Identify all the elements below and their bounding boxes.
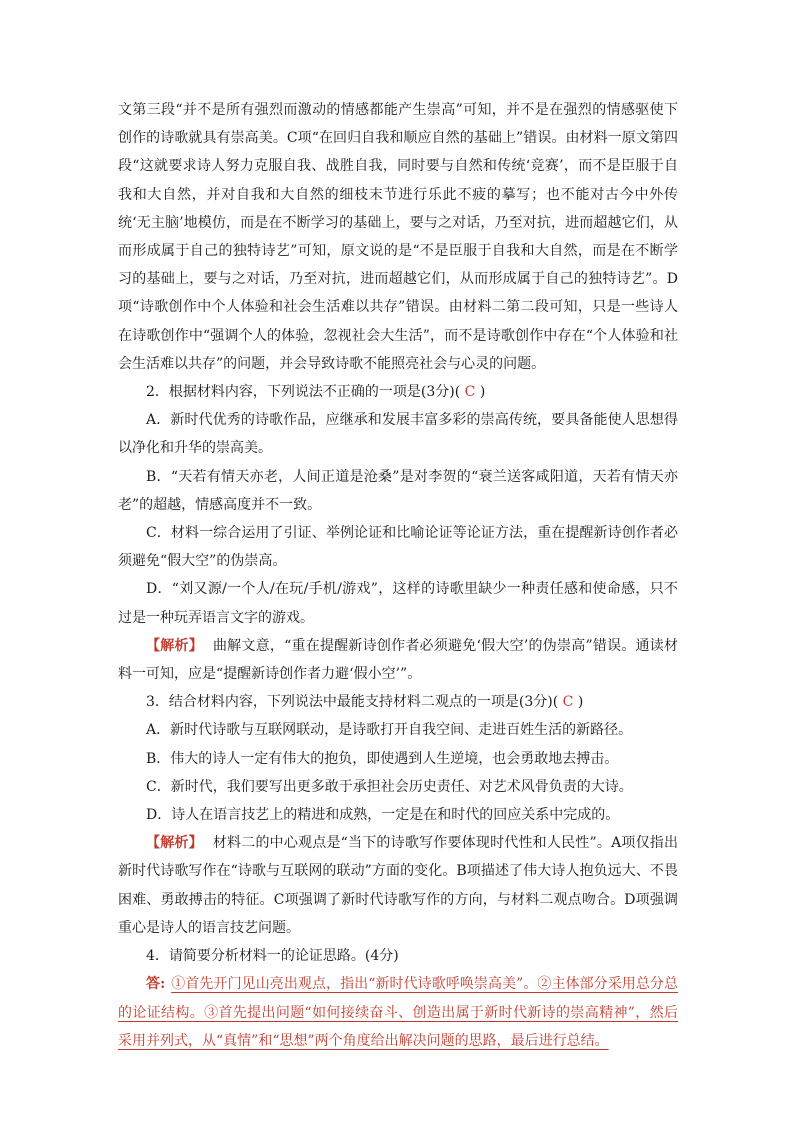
- question-3-option-a: A．新时代诗歌与互联网联动，是诗歌打开自我空间、走进百姓生活的新路径。: [146, 722, 633, 739]
- question-3-option-d: D．诗人在语言技艺上的精进和成熟，一定是在和时代的回应关系中完成的。: [146, 807, 620, 824]
- question-3-answer: C: [562, 694, 574, 711]
- paragraph-analysis-continued: 文第三段“并不是所有强烈而激动的情感都能产生崇高”可知，并不是在强烈的情感驱使下创作的诗歌就具有崇高美。C项“在回归自我和顺应自然的基础上”错误。由材料一原文第四段“这就要求诗人努力克服自我、战胜自我，同时要与自然和传统‘竞赛’，而不是臣服于自我和大自然，并对自我和大自然的细枝末节进行乐此不疲的摹写；也不能对古今中外传统‘无主脑’地模仿，而是在不断学习的基础上，要与之对话，乃至对抗，进而超越它们，从而形成属于自己的独特诗艺”可知，原文说的是“不是臣服于自我和大自然，而是在不断学习的基础上，要与之对话，乃至对抗，进而超越它们，从而形成属于自己的独特诗艺”。D项“诗歌创作中个人体验和社会生活难以共存”错误。由材料二第二段可知，只是一些诗人在诗歌创作中“强调个人的体验，忽视社会大生活”，而不是诗歌创作中存在“个人体验和社会生活难以共存”的问题，并会导致诗歌不能照亮社会与心灵的问题。: [118, 102, 678, 372]
- question-3-analysis: 【解析】 材料二的中心观点是“当下的诗歌写作要体现时代性和人民性”。A项仅指出新时代诗歌写作在“诗歌与互联网的联动”方面的变化。B项描述了伟大诗人抱负远大、不畏困难、勇敢搏击的特征。C项强调了新时代诗歌写作的方向，与材料二观点吻合。D项强调重心是诗人的语言技艺问题。: [118, 835, 678, 936]
- analysis-tag: 【解析】: [146, 637, 203, 654]
- question-3-option-b: B．伟大的诗人一定有伟大的抱负，即使遇到人生逆境，也会勇敢地去搏击。: [146, 750, 619, 767]
- question-3-option-c: C．新时代，我们要写出更多敢于承担社会历史责任、对艺术风骨负责的大诗。: [146, 778, 633, 795]
- question-4-answer: 答: ①首先开门见山亮出观点，指出“新时代诗歌呼唤崇高美”。②主体部分采用总分总的论证结构。③首先提出问题“如何接续奋斗、创造出属于新时代新诗的崇高精神”，然后采用并列式，从“真情”和“思想”两个角度给出解决问题的思路，最后进行总结。: [118, 976, 678, 1049]
- question-4-stem: 4．请简要分析材料一的论证思路。(4分): [146, 948, 399, 965]
- question-3-stem: 3．结合材料内容，下列说法中最能支持材料二观点的一项是(3分)( C ): [146, 694, 584, 711]
- question-2-option-d: D．“刘又源/一个人/在玩/手机/游戏”，这样的诗歌里缺少一种责任感和使命感，只不过是一种玩弄语言文字的游戏。: [118, 581, 678, 626]
- question-2-option-c: C．材料一综合运用了引证、举例论证和比喻论证等论证方法，重在提醒新诗创作者必须避免“假大空”的伪崇高。: [118, 525, 678, 570]
- question-2-stem: 2．根据材料内容，下列说法不正确的一项是(3分)( C ): [146, 384, 486, 401]
- analysis-tag: 【解析】: [146, 835, 203, 852]
- question-2-option-a: A．新时代优秀的诗歌作品，应继承和发展丰富多彩的崇高传统，要具备能使人思想得以净化和升华的崇高美。: [118, 412, 678, 457]
- document-page: [118, 96, 678, 1055]
- question-2-answer: C: [464, 384, 476, 401]
- answer-label: 答:: [146, 976, 166, 993]
- question-2-option-b: B．“天若有情天亦老，人间正道是沧桑”是对李贺的“衰兰送客咸阳道，天若有情天亦老”的超越，情感高度并不一致。: [118, 468, 678, 513]
- question-2-analysis: 【解析】 曲解文意，“重在提醒新诗创作者必须避免‘假大空’的伪崇高”错误。通读材料一可知，应是“提醒新诗创作者力避‘假小空’”。: [118, 637, 679, 683]
